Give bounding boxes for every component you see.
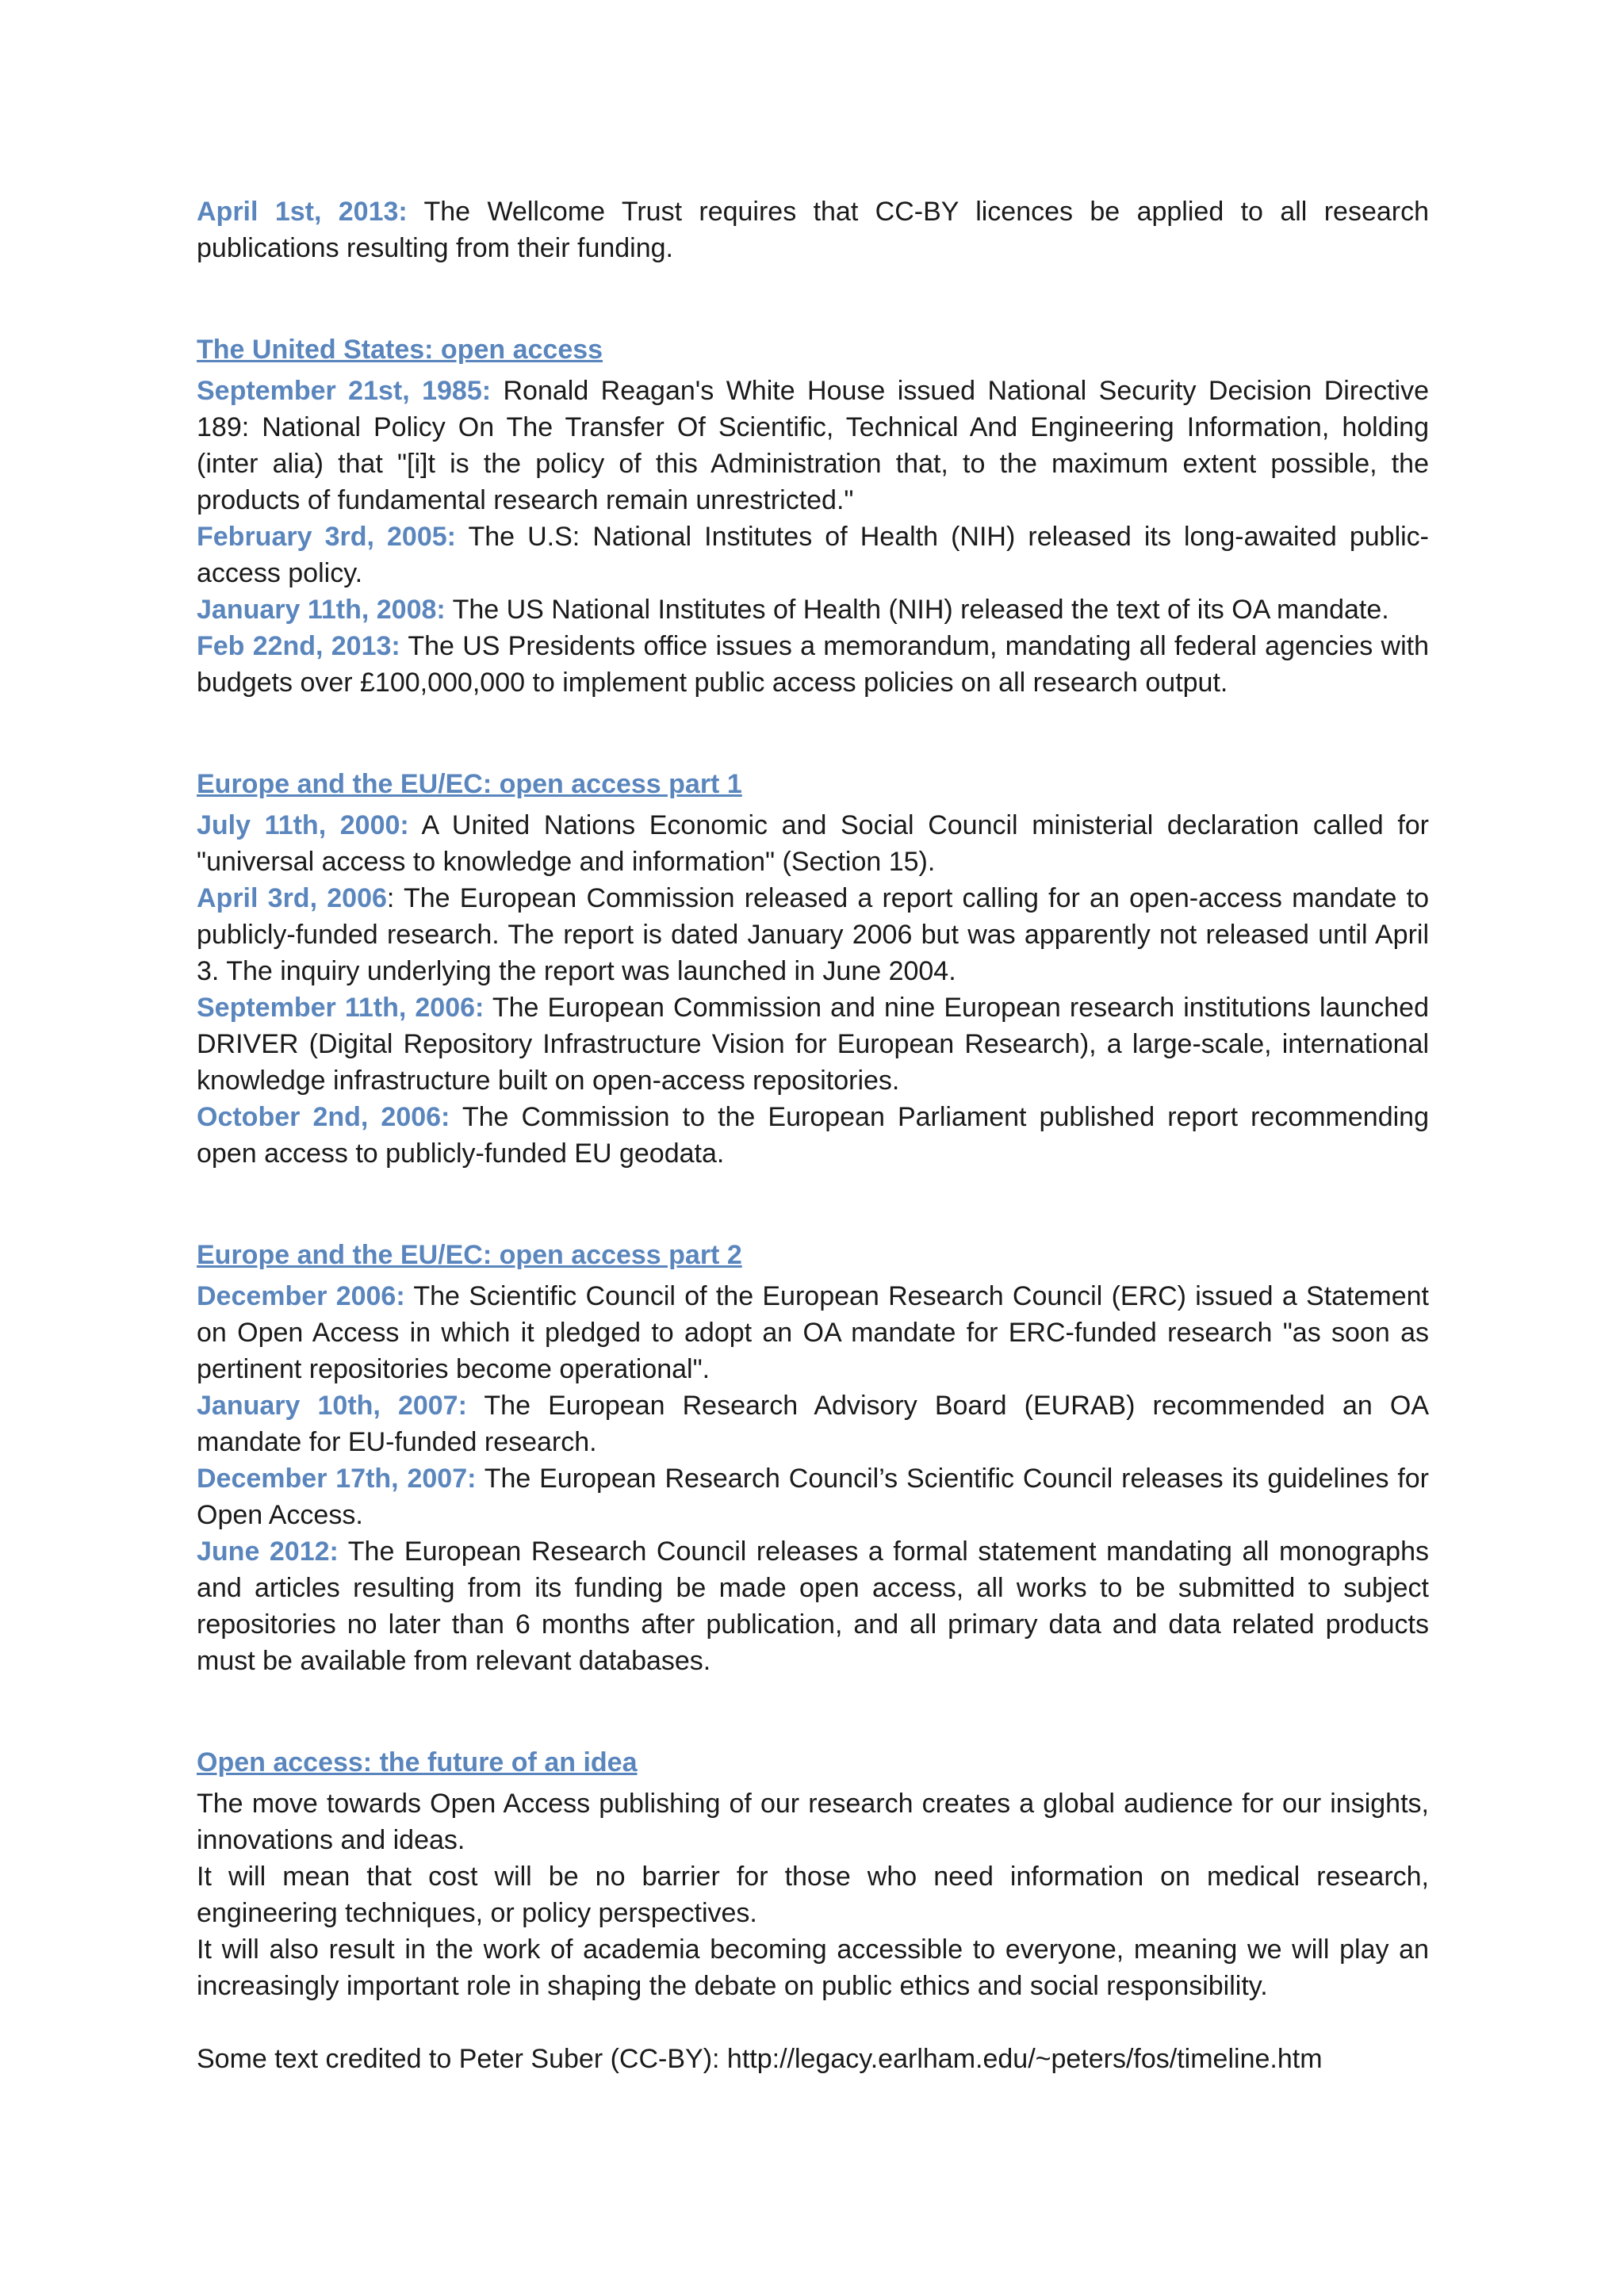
- entry-text: The U.S: National Institutes of Health (NIH) released its long-awaited public-access policy.: [197, 522, 1430, 588]
- entry-date: July 11th, 2000:: [197, 810, 409, 840]
- entry-text: Ronald Reagan's White House issued National Security Decision Directive 189: National Policy On The Transfer Of Scientific, Technical And Engineering Information, holding (inter alia) that "[i]t is the policy of this Administration that, to the maximum extent possible, the products of fundamental research remain unrestricted.": [197, 376, 1429, 515]
- section-heading: Europe and the EU/EC: open access part 2: [197, 1240, 742, 1270]
- timeline-entry: [197, 591, 1429, 628]
- timeline-entry: [197, 1387, 1429, 1460]
- entry-date: Feb 22nd, 2013:: [197, 631, 400, 661]
- timeline-entry: [197, 1278, 1429, 1387]
- entry-text: The US Presidents office issues a memorandum, mandating all federal agencies with budgets over £100,000,000 to implement public access policies on all research output.: [197, 631, 1429, 698]
- entry-date: April 3rd, 2006: [197, 883, 387, 913]
- entry-text: The US National Institutes of Health (NIH) released the text of its OA mandate.: [445, 595, 1389, 625]
- section-europe-part-1: [197, 766, 1429, 1172]
- intro-entry: [197, 193, 1429, 266]
- timeline-entry: [197, 1533, 1429, 1679]
- credit-line: Some text credited to Peter Suber (CC-BY): http://legacy.earlham.edu/~peters/fos/timeline.htm: [197, 2044, 1323, 2074]
- timeline-entry: [197, 1099, 1429, 1172]
- entry-date: December 17th, 2007:: [197, 1464, 477, 1494]
- section-future: [197, 1744, 1429, 2004]
- section-united-states: [197, 331, 1429, 701]
- entry-text: The Scientific Council of the European Research Council (ERC) issued a Statement on Open Access in which it pledged to adopt an OA mandate for ERC-funded research "as soon as pertinent repositories become operational".: [197, 1281, 1430, 1384]
- entry-date: January 10th, 2007:: [197, 1391, 467, 1421]
- section-heading: Europe and the EU/EC: open access part 1: [197, 769, 742, 799]
- entry-date: June 2012:: [197, 1536, 339, 1567]
- entry-text: The European Research Advisory Board (EURAB) recommended an OA mandate for EU-funded research.: [197, 1391, 1429, 1457]
- timeline-entry: [197, 807, 1429, 880]
- entry-date: October 2nd, 2006:: [197, 1102, 450, 1132]
- timeline-entry: [197, 1460, 1429, 1533]
- entry-text: The European Research Council releases a formal statement mandating all monographs and articles resulting from its funding be made open access, all works to be submitted to subject repositories no later than 6 months after publication, and all primary data and data related products must be available from relevant databases.: [197, 1536, 1429, 1676]
- document-page: [197, 193, 1429, 2077]
- entry-date: September 21st, 1985:: [197, 376, 492, 406]
- entry-date: December 2006:: [197, 1281, 405, 1311]
- entry-text: : The European Commission released a report calling for an open-access mandate to publicly-funded research. The report is dated January 2006 but was apparently not released until April 3. The inquiry underlying the report was launched in June 2004.: [197, 883, 1429, 986]
- entry-date: September 11th, 2006:: [197, 993, 485, 1023]
- timeline-entry: [197, 989, 1429, 1099]
- timeline-entry: [197, 373, 1429, 519]
- entry-text: The Wellcome Trust requires that CC-BY licences be applied to all research publications resulting from their funding.: [197, 197, 1429, 263]
- timeline-entry: [197, 880, 1429, 989]
- body-paragraph: It will mean that cost will be no barrier for those who need information on medical research, engineering techniques, or policy perspectives.: [197, 1862, 1429, 1928]
- section-europe-part-2: [197, 1237, 1429, 1679]
- entry-date: January 11th, 2008:: [197, 595, 446, 625]
- entry-date: February 3rd, 2005:: [197, 522, 456, 552]
- timeline-entry: [197, 628, 1429, 701]
- entry-text: The European Research Council’s Scientific Council releases its guidelines for Open Access.: [197, 1464, 1429, 1530]
- entry-text: A United Nations Economic and Social Council ministerial declaration called for "universal access to knowledge and information" (Section 15).: [197, 810, 1429, 877]
- section-heading: Open access: the future of an idea: [197, 1747, 638, 1777]
- body-paragraph: The move towards Open Access publishing of our research creates a global audience for our insights, innovations and ideas.: [197, 1789, 1429, 1855]
- entry-date: April 1st, 2013:: [197, 197, 408, 227]
- timeline-entry: [197, 519, 1429, 591]
- body-paragraph: It will also result in the work of academia becoming accessible to everyone, meaning we will play an increasingly important role in shaping the debate on public ethics and social responsibility.: [197, 1934, 1429, 2001]
- section-heading: The United States: open access: [197, 335, 603, 365]
- entry-text: The European Commission and nine European research institutions launched DRIVER (Digital Repository Infrastructure Vision for European Research), a large-scale, international knowledge infrastructure built on open-access repositories.: [197, 993, 1429, 1096]
- entry-text: The Commission to the European Parliament published report recommending open access to publicly-funded EU geodata.: [197, 1102, 1429, 1169]
